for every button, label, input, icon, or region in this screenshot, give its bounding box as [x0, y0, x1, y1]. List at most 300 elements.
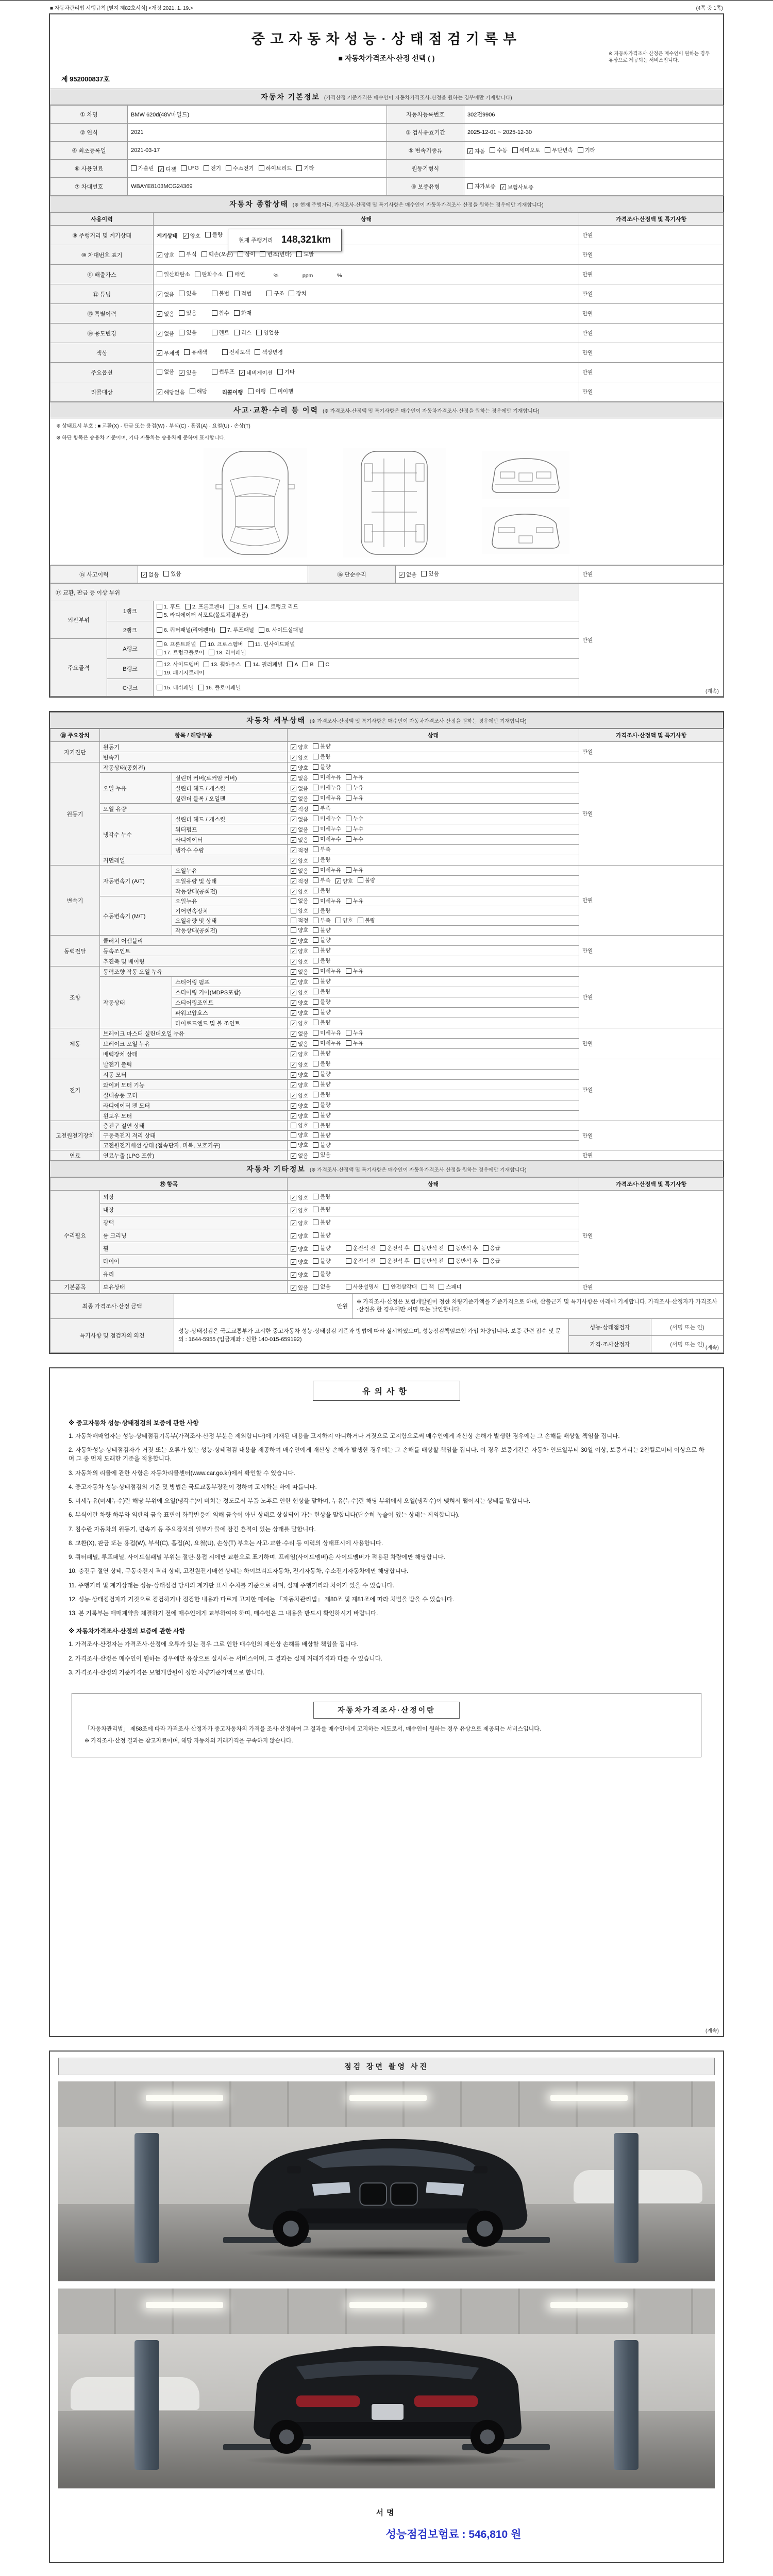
checkbox-부족[interactable]: 부족 — [313, 917, 330, 924]
state-cell — [288, 1090, 579, 1100]
checkbox-양호[interactable]: ✓ 양호 — [291, 1220, 309, 1227]
checkbox-불량[interactable]: 불량 — [313, 1141, 330, 1149]
checkbox-렌트[interactable]: 렌트 — [212, 329, 229, 336]
checkbox-없음[interactable]: ✓ 없음 — [399, 572, 417, 578]
checkbox-불량[interactable]: 불량 — [313, 1206, 330, 1213]
rank1-checks — [154, 601, 579, 621]
checkbox-누수[interactable]: 누수 — [346, 835, 363, 843]
checkbox-5. 라디에이터 서포트(볼트체결부품)[interactable]: 5. 라디에이터 서포트(볼트체결부품) — [157, 611, 248, 619]
checkbox-누유[interactable]: 누유 — [346, 967, 363, 975]
checkbox-양호[interactable]: ✓ 양호 — [291, 1246, 309, 1252]
checkbox-기타[interactable]: 기타 — [277, 368, 295, 376]
checkbox-운전석 전[interactable]: 운전석 전 — [346, 1244, 376, 1252]
manwon: 만원 — [582, 637, 593, 643]
checkbox-적정[interactable]: ✓ 적정 — [291, 806, 309, 812]
checkbox-양호[interactable]: 양호 — [291, 1131, 308, 1139]
checkbox-누유[interactable]: 누유 — [346, 773, 363, 781]
checkbox-양호[interactable]: 양호 — [291, 926, 308, 934]
checkbox-불량[interactable]: 불량 — [205, 231, 223, 239]
color-checks-2 — [222, 348, 288, 357]
checkbox-10. 크로스멤버[interactable]: 10. 크로스멤버 — [200, 640, 243, 648]
checkbox-불량[interactable]: 불량 — [313, 1091, 330, 1098]
item-label: 변속기 — [100, 752, 288, 762]
notice-item: 13. 본 기록부는 매매계약을 체결하기 전에 매수인에게 교부하여야 하며, 매수인은 그 내용을 반드시 확인하시기 바랍니다. — [69, 1611, 378, 1617]
checkbox-불법[interactable]: 불법 — [212, 290, 229, 297]
checkbox-있음[interactable]: ✓ 있음 — [180, 370, 197, 376]
checkbox-양호[interactable]: ✓ 양호 — [291, 1272, 309, 1278]
checkbox-불량[interactable]: 불량 — [313, 887, 330, 894]
checkbox-미세누유[interactable]: 미세누유 — [313, 866, 341, 874]
checkbox-미세누유[interactable]: 미세누유 — [313, 773, 341, 781]
checkbox-18. 리어패널[interactable]: 18. 리어패널 — [209, 649, 246, 656]
checkbox-수동[interactable]: 수동 — [490, 146, 507, 154]
checkbox-운전석 후[interactable]: 운전석 후 — [380, 1257, 410, 1265]
row-special-history — [51, 304, 724, 324]
checkbox-양호[interactable]: ✓ 양호 — [157, 252, 175, 259]
checkbox-양호[interactable]: ✓ 양호 — [291, 938, 309, 944]
checkbox-LPG[interactable]: LPG — [181, 165, 199, 171]
checkbox-누수[interactable]: 누수 — [346, 815, 363, 822]
checkbox-누수[interactable]: 누수 — [346, 825, 363, 833]
checkbox-전기[interactable]: 전기 — [204, 164, 221, 172]
checkbox-있음[interactable]: 있음 — [179, 290, 196, 297]
checkbox-하이브리드[interactable]: 하이브리드 — [259, 164, 292, 172]
checkbox-불량[interactable]: 불량 — [313, 926, 330, 934]
about-text-2: ※ 가격조사·산정 결과는 참고자료이며, 해당 자동차의 거래가격을 구속하지 않습니다. — [85, 1738, 293, 1744]
checkbox-동반석 전[interactable]: 동반석 전 — [414, 1257, 444, 1265]
special-checks-2 — [212, 309, 257, 317]
checkbox-누유[interactable]: 누유 — [346, 866, 363, 874]
final-appraisal-table — [50, 1294, 724, 1353]
checkbox-없음[interactable]: ✓ 없음 — [291, 786, 309, 792]
checkbox-16. 플로어패널[interactable]: 16. 플로어패널 — [198, 684, 241, 691]
checkbox-미세누유[interactable]: 미세누유 — [313, 897, 341, 905]
checkbox-부족[interactable]: 부족 — [313, 804, 330, 812]
checkbox-가솔린[interactable]: 가솔린 — [131, 164, 154, 172]
checkbox-없음[interactable]: ✓ 없음 — [291, 1041, 309, 1047]
checkbox-없음[interactable]: 없음 — [291, 897, 308, 905]
table-row — [51, 584, 724, 601]
checkbox-없음[interactable]: ✓ 없음 — [291, 969, 309, 975]
checkbox-불량[interactable]: 불량 — [358, 876, 375, 884]
item-label: 구동축전지 격리 상태 — [100, 1131, 288, 1141]
notice-item: 9. 쿼터패널, 루프패널, 사이드실패널 부위는 절단·용접 시에만 교환으로 표기하며, 프레임(사이드멤버)은 사이드멤버가 적용된 차량에만 해당합니다. — [69, 1554, 445, 1561]
final-amount-value — [174, 1294, 352, 1319]
checkbox-해당[interactable]: 해당 — [190, 387, 207, 395]
checkbox-사용설명서[interactable]: 사용설명서 — [346, 1283, 379, 1291]
price-cell — [579, 1028, 724, 1059]
price-cell — [579, 967, 724, 1028]
checkbox-도말[interactable]: 도말 — [296, 250, 314, 258]
checkbox-양호[interactable]: 양호 — [335, 917, 353, 924]
checkbox-15. 대쉬패널[interactable]: 15. 대쉬패널 — [157, 684, 194, 691]
checkbox-불량[interactable]: 불량 — [313, 998, 330, 1006]
checkbox-기타[interactable]: 기타 — [578, 146, 595, 154]
use-change-state — [154, 324, 579, 343]
price-cell — [579, 1121, 724, 1150]
checkbox-불량[interactable]: 불량 — [313, 856, 330, 863]
checkbox-응급[interactable]: 응급 — [483, 1244, 500, 1252]
checkbox-13. 휠하우스[interactable]: 13. 휠하우스 — [204, 660, 241, 668]
section-photos — [49, 2050, 724, 2563]
checkbox-불량[interactable]: 불량 — [313, 1008, 330, 1016]
checkbox-양호[interactable]: ✓ 양호 — [183, 233, 200, 239]
subitem-label: 실린더 커버(로커암 커버) — [172, 773, 288, 783]
checkbox-B[interactable]: B — [303, 662, 313, 668]
checkbox-불량[interactable]: 불량 — [313, 1049, 330, 1057]
checkbox-누유[interactable]: 누유 — [346, 1039, 363, 1047]
ceiling-light — [550, 2095, 628, 2101]
checkbox-응급[interactable]: 응급 — [483, 1257, 500, 1265]
checkbox-불량[interactable]: 불량 — [313, 1111, 330, 1119]
checkbox-상이[interactable]: 상이 — [238, 250, 255, 258]
fuel-checks — [128, 160, 387, 178]
checkbox-운전석 후[interactable]: 운전석 후 — [380, 1244, 410, 1252]
checkbox-불량[interactable]: 불량 — [313, 1218, 330, 1226]
checkbox-불량[interactable]: 불량 — [313, 1131, 330, 1139]
checkbox-없음[interactable]: ✓ 없음 — [291, 817, 309, 823]
checkbox-양호[interactable]: ✓ 양호 — [291, 1010, 309, 1016]
checkbox-불량[interactable]: 불량 — [313, 1070, 330, 1078]
checkbox-자동[interactable]: ✓ 자동 — [468, 148, 485, 155]
checkbox-있음[interactable]: 있음 — [179, 309, 196, 317]
ceiling-light — [146, 2302, 223, 2308]
inspection-insurance-fee — [386, 2526, 522, 2541]
checkbox-누유[interactable]: 누유 — [346, 784, 363, 791]
checkbox-적법[interactable]: 적법 — [234, 290, 251, 297]
checkbox-양호[interactable]: ✓ 양호 — [291, 744, 309, 751]
state-cell — [288, 916, 579, 926]
car-name-value: BMW 620d(48V마일드) — [128, 106, 387, 124]
inspection-value: 2025-12-01 ~ 2025-12-30 — [464, 124, 724, 142]
checkbox-불량[interactable]: 불량 — [313, 957, 330, 964]
form-reference: ■ 자동차관리법 시행규칙 [별지 제82호서식] <개정 2021. 1. 19.> — [50, 6, 193, 11]
state-cell — [288, 793, 579, 804]
item-label: 외장 — [100, 1191, 288, 1204]
state-cell — [288, 936, 579, 946]
checkbox-영업용[interactable]: 영업용 — [256, 329, 279, 336]
checkbox-1. 후드[interactable]: 1. 후드 — [157, 603, 180, 611]
checkbox-네비게이션[interactable]: ✓ 네비게이션 — [240, 370, 273, 376]
checkbox-일산화탄소[interactable]: 일산화탄소 — [157, 270, 190, 278]
col-state: 상태 — [288, 1178, 579, 1191]
checkbox-보험사보증[interactable]: ✓ 보험사보증 — [501, 184, 534, 191]
state-cell — [288, 1281, 579, 1294]
checkbox-불량[interactable]: 불량 — [313, 936, 330, 944]
manwon: 만원 — [582, 897, 593, 904]
checkbox-불량[interactable]: 불량 — [313, 977, 330, 985]
checkbox-동반석 후[interactable]: 동반석 후 — [448, 1244, 478, 1252]
checkbox-양호[interactable]: ✓ 양호 — [291, 1082, 309, 1089]
checkbox-양호[interactable]: ✓ 양호 — [291, 959, 309, 965]
checkbox-훼손(오손)[interactable]: 훼손(오손) — [201, 250, 233, 258]
checkbox-양호[interactable]: ✓ 양호 — [291, 1103, 309, 1109]
table-row — [51, 1150, 724, 1161]
checkbox-부족[interactable]: 부족 — [313, 876, 330, 884]
checkbox-19. 패키지트레이[interactable]: 19. 패키지트레이 — [157, 669, 204, 676]
checkbox-양호[interactable]: 양호 — [291, 1141, 308, 1149]
checkbox-양호[interactable]: ✓ 양호 — [291, 1259, 309, 1265]
checkbox-양호[interactable]: ✓ 양호 — [291, 765, 309, 771]
checkbox-양호[interactable]: ✓ 양호 — [291, 990, 309, 996]
checkbox-양호[interactable]: 양호 — [291, 1122, 308, 1129]
checkbox-세미오토[interactable]: 세미오토 — [512, 146, 541, 154]
continued-marker: (계속) — [705, 2028, 719, 2034]
checkbox-미세누수[interactable]: 미세누수 — [313, 835, 341, 843]
state-cell — [288, 1059, 579, 1070]
subtitle-note-line1: ※ 자동차가격조사·산정은 매수인이 원하는 경우 — [608, 51, 710, 57]
checkbox-있음[interactable]: 있음 — [163, 570, 181, 578]
checkbox-매연[interactable]: 매연 — [227, 270, 245, 278]
subitem-label: 실린더 헤드 / 개스킷 — [172, 814, 288, 824]
checkbox-미세누수[interactable]: 미세누수 — [313, 815, 341, 822]
checkbox-양호[interactable]: ✓ 양호 — [291, 1093, 309, 1099]
checkbox-양호[interactable]: ✓ 양호 — [291, 1207, 309, 1214]
table-row — [51, 742, 724, 752]
table-row — [51, 213, 724, 226]
checkbox-미세누유[interactable]: 미세누유 — [313, 1029, 341, 1037]
checkbox-12. 사이드멤버[interactable]: 12. 사이드멤버 — [157, 660, 199, 668]
checkbox-유채색[interactable]: 유채색 — [184, 348, 207, 356]
checkbox-양호[interactable]: ✓ 양호 — [291, 1113, 309, 1120]
price-cell — [579, 1281, 724, 1294]
checkbox-구조[interactable]: 구조 — [266, 290, 284, 297]
checkbox-없음[interactable]: ✓ 없음 — [291, 796, 309, 802]
signature-label: 서명 — [376, 2508, 397, 2517]
rankB-checks — [154, 659, 579, 679]
checkbox-이행[interactable]: 이행 — [248, 387, 265, 395]
title-zone — [50, 14, 723, 89]
checkbox-양호[interactable]: ✓ 양호 — [291, 889, 309, 895]
checkbox-장치[interactable]: 장치 — [289, 290, 306, 297]
checkbox-양호[interactable]: ✓ 양호 — [291, 1072, 309, 1078]
checkbox-불량[interactable]: 불량 — [313, 1270, 330, 1278]
item-label: 작동상태 — [100, 977, 172, 1028]
checkbox-없음[interactable]: ✓ 없음 — [157, 311, 175, 317]
checkbox-양호[interactable]: ✓ 양호 — [291, 858, 309, 864]
subitem-label: 작동상태(공회전) — [172, 886, 288, 896]
checkbox-있음[interactable]: 있음 — [421, 570, 439, 578]
final-amount-basis: ※ 가격조사·산정은 보험개발원이 정한 차량기준가액을 기준가격으로 하며, 산출근거 및 특기사항은 아래에 기재합니다. 가격조사·산정자가 가격조사·산정을 한 경우에만 서명 또는 날인합니다. — [352, 1294, 724, 1319]
checkbox-미세누유[interactable]: 미세누유 — [313, 967, 341, 975]
opinion-label: 특기사항 및 점검자의 의견 — [51, 1318, 174, 1352]
tuning-state — [154, 284, 579, 304]
car-top-view-diagram — [204, 448, 307, 557]
checkbox-C[interactable]: C — [318, 662, 329, 668]
checkbox-없음[interactable]: ✓ 없음 — [291, 1153, 309, 1159]
manwon: 만원 — [582, 1153, 593, 1159]
checkbox-부족[interactable]: 부족 — [313, 845, 330, 853]
manwon: 만원 — [582, 571, 593, 578]
checkbox-탄화수소[interactable]: 탄화수소 — [195, 270, 223, 278]
checkbox-불량[interactable]: 불량 — [313, 1257, 330, 1265]
checkbox-3. 도어[interactable]: 3. 도어 — [229, 603, 253, 611]
checkbox-불량[interactable]: 불량 — [313, 946, 330, 954]
checkbox-적정[interactable]: ✓ 적정 — [291, 878, 309, 885]
checkbox-누유[interactable]: 누유 — [346, 897, 363, 905]
state-cell — [288, 1100, 579, 1111]
checkbox-누유[interactable]: 누유 — [346, 1029, 363, 1037]
checkbox-불량[interactable]: 불량 — [313, 988, 330, 995]
checkbox-안전삼각대[interactable]: 안전삼각대 — [383, 1283, 417, 1291]
manwon: 만원 — [582, 811, 593, 817]
price-appraisal-select[interactable]: ■ 자동차가격조사·산정 선택 ( ) — [338, 54, 435, 62]
checkbox-17. 트렁크플로어[interactable]: 17. 트렁크플로어 — [157, 649, 204, 656]
rank1a-checks — [157, 603, 303, 611]
item-label: 연료누출 (LPG 포함) — [100, 1150, 288, 1161]
checkbox-6. 쿼터패널(리어펜더)[interactable]: 6. 쿼터패널(리어펜더) — [157, 626, 215, 634]
group-power-train: 동력전달 — [51, 936, 100, 967]
table-row — [51, 729, 724, 742]
checkbox-적정[interactable]: 적정 — [291, 917, 308, 924]
document-title: 중고자동차성능·상태점검기록부 — [251, 31, 522, 47]
checkbox-수소전기[interactable]: 수소전기 — [226, 164, 254, 172]
special-label: ⑬ 특별이력 — [51, 304, 154, 324]
rank1b-checks — [157, 611, 253, 619]
color-checks-1 — [157, 348, 212, 357]
checkbox-전체도색[interactable]: 전체도색 — [222, 348, 250, 356]
checkbox-미세누유[interactable]: 미세누유 — [313, 1039, 341, 1047]
checkbox-불량[interactable]: 불량 — [358, 917, 375, 924]
continued-marker: (계속) — [705, 689, 719, 694]
checkbox-색상변경[interactable]: 색상변경 — [255, 348, 283, 356]
checkbox-11. 인사이드패널[interactable]: 11. 인사이드패널 — [248, 640, 295, 648]
checkbox-불량[interactable]: 불량 — [313, 1080, 330, 1088]
checkbox-없음[interactable]: ✓ 없음 — [142, 572, 159, 578]
table-row — [51, 866, 724, 876]
checkbox-미이행[interactable]: 미이행 — [271, 387, 293, 395]
etc-info-note: (※ 가격조사·산정액 및 특기사항은 매수인이 자동차가격조사·산정을 원하는 경우에만 기재합니다) — [309, 1167, 527, 1173]
item-label: 배력장치 상태 — [100, 1049, 288, 1059]
checkbox-A[interactable]: A — [287, 662, 298, 668]
checkbox-불량[interactable]: 불량 — [313, 1244, 330, 1252]
checkbox-불량[interactable]: 불량 — [313, 763, 330, 771]
price-cell — [579, 245, 724, 265]
table-row — [51, 1281, 724, 1294]
section-notices — [49, 1367, 724, 2037]
checkbox-양호[interactable]: 양호 — [291, 907, 308, 914]
checkbox-4. 트렁크 리드[interactable]: 4. 트렁크 리드 — [257, 603, 298, 611]
checkbox-양호[interactable]: ✓ 양호 — [291, 1052, 309, 1058]
subitem-label: 오일유량 및 상태 — [172, 916, 288, 926]
subitem-label: 기어변속장치 — [172, 906, 288, 916]
checkbox-있음[interactable]: 있음 — [313, 1151, 330, 1159]
checkbox-없음[interactable]: 없음 — [313, 1283, 330, 1291]
manwon: 만원 — [582, 1232, 593, 1239]
checkbox-미세누수[interactable]: 미세누수 — [313, 825, 341, 833]
checkbox-양호[interactable]: ✓ 양호 — [291, 1194, 309, 1201]
checkbox-적정[interactable]: ✓ 적정 — [291, 848, 309, 854]
subitem-label: 스티어링 펌프 — [172, 977, 288, 987]
checkbox-화재[interactable]: 화재 — [234, 309, 251, 317]
checkbox-누유[interactable]: 누유 — [346, 794, 363, 802]
wheel-state-checks — [291, 1244, 335, 1253]
checkbox-없음[interactable]: ✓ 없음 — [291, 837, 309, 843]
checkbox-불량[interactable]: 불량 — [313, 907, 330, 914]
checkbox-변조(변타)[interactable]: 변조(변타) — [260, 250, 292, 258]
checkbox-동반석 전[interactable]: 동반석 전 — [414, 1244, 444, 1252]
checkbox-없음[interactable]: ✓ 없음 — [291, 1031, 309, 1037]
checkbox-양호[interactable]: ✓ 양호 — [291, 755, 309, 761]
checkbox-양호[interactable]: ✓ 양호 — [291, 979, 309, 986]
checkbox-양호[interactable]: ✓ 양호 — [291, 948, 309, 955]
checkbox-미세누유[interactable]: 미세누유 — [313, 784, 341, 791]
checkbox-썬루프[interactable]: 썬루프 — [212, 368, 234, 376]
checkbox-불량[interactable]: 불량 — [313, 1101, 330, 1109]
checkbox-14. 필러패널[interactable]: 14. 필러패널 — [245, 660, 282, 668]
checkbox-불량[interactable]: 불량 — [313, 1231, 330, 1239]
special-state — [154, 304, 579, 324]
checkbox-있음[interactable]: ✓ 있음 — [291, 1284, 309, 1291]
state-cell — [288, 1018, 579, 1028]
checkbox-없음[interactable]: ✓ 없음 — [157, 292, 175, 298]
checkbox-불량[interactable]: 불량 — [313, 742, 330, 750]
checkbox-있음[interactable]: 있음 — [179, 329, 196, 336]
checkbox-해당없음[interactable]: ✓ 해당없음 — [157, 389, 185, 396]
use-checks-2 — [212, 329, 284, 337]
checkbox-양호[interactable]: ✓ 양호 — [336, 878, 353, 885]
checkbox-스패너[interactable]: 스패너 — [439, 1283, 461, 1291]
checkbox-무채색[interactable]: ✓ 무채색 — [157, 350, 180, 357]
checkbox-9. 프론트패널[interactable]: 9. 프론트패널 — [157, 640, 196, 648]
inspector-seal-area: (서명 또는 인) — [651, 1318, 724, 1335]
checkbox-없음[interactable]: ✓ 없음 — [291, 868, 309, 874]
checkbox-불량[interactable]: 불량 — [313, 1193, 330, 1200]
checkbox-없음[interactable]: 없음 — [157, 368, 174, 376]
checkbox-없음[interactable]: ✓ 없음 — [291, 775, 309, 782]
checkbox-동반석 후[interactable]: 동반석 후 — [448, 1257, 478, 1265]
exchange-label: ⑰ 교환, 판금 등 이상 부위 — [51, 584, 579, 601]
color-state — [154, 343, 579, 363]
checkbox-7. 루프패널[interactable]: 7. 루프패널 — [220, 626, 254, 634]
checkbox-부식[interactable]: 부식 — [179, 250, 196, 258]
checkbox-자가보증[interactable]: 자가보증 — [467, 182, 496, 190]
price-appraisal-info-box — [72, 1693, 701, 1757]
notice-subheading-1: ※ 중고자동차 성능·상태점검의 보증에 관한 사항 — [69, 1419, 199, 1427]
checkbox-운전석 전[interactable]: 운전석 전 — [346, 1257, 376, 1265]
checkbox-침수[interactable]: 침수 — [212, 309, 229, 317]
checkbox-디젤[interactable]: ✓ 디젤 — [159, 166, 176, 173]
checkbox-양호[interactable]: ✓ 양호 — [291, 1233, 309, 1240]
checkbox-잭[interactable]: 잭 — [422, 1283, 434, 1291]
inspector-label: 성능·상태점검자 — [569, 1318, 651, 1335]
checkbox-양호[interactable]: ✓ 양호 — [291, 1021, 309, 1027]
checkbox-불량[interactable]: 불량 — [313, 1122, 330, 1129]
notice-item: 5. 미세누유(미세누수)란 해당 부위에 오일(냉각수)이 비치는 정도로서 부품 노후로 인한 현상을 말하며, 누유(누수)란 해당 부위에서 오일(냉각수)이 맺혀서 떨어지는 상태를 말합니다. — [69, 1498, 531, 1505]
checkbox-리스[interactable]: 리스 — [234, 329, 251, 336]
reg-no-value: 302전9906 — [464, 106, 724, 124]
item-label: 타이어 — [100, 1255, 288, 1268]
checkbox-불량[interactable]: 불량 — [313, 753, 330, 760]
checkbox-없음[interactable]: ✓ 없음 — [157, 331, 175, 337]
checkbox-양호[interactable]: ✓ 양호 — [291, 1000, 309, 1006]
reg-no-label: 자동차등록번호 — [387, 106, 464, 124]
checkbox-8. 사이드실패널[interactable]: 8. 사이드실패널 — [259, 626, 304, 634]
subitem-label: 냉각수 수량 — [172, 845, 288, 855]
checkbox-불량[interactable]: 불량 — [313, 1060, 330, 1067]
checkbox-미세누유[interactable]: 미세누유 — [313, 794, 341, 802]
checkbox-기타[interactable]: 기타 — [296, 164, 314, 172]
item-label: 작동상태(공회전) — [100, 762, 288, 773]
manwon: 만원 — [582, 1041, 593, 1047]
item-label: 윈도우 모터 — [100, 1111, 288, 1121]
checkbox-2. 프론트펜더[interactable]: 2. 프론트펜더 — [185, 603, 224, 611]
manwon: 만원 — [582, 389, 593, 395]
checkbox-무단변속[interactable]: 무단변속 — [545, 146, 573, 154]
checkbox-불량[interactable]: 불량 — [313, 1019, 330, 1026]
checkbox-없음[interactable]: ✓ 없음 — [291, 827, 309, 833]
checkbox-양호[interactable]: ✓ 양호 — [291, 1062, 309, 1068]
